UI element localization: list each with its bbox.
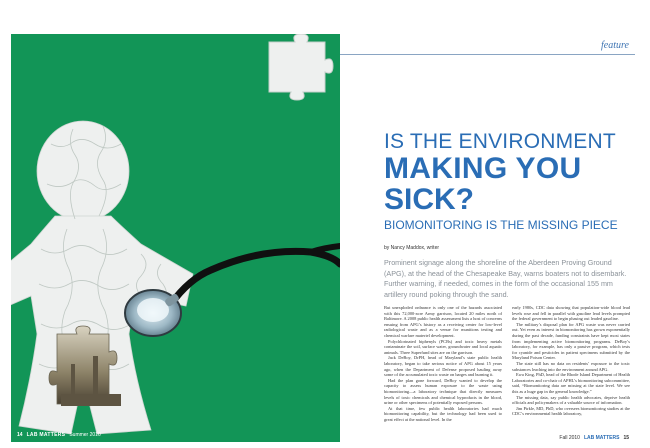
floating-puzzle-piece [269, 34, 333, 100]
paragraph: Jim Pirkle, MD, PhD, who oversees biomonitoring studies at the CDC’s environmental health laboratory, [512, 405, 630, 417]
left-page-folio [11, 428, 340, 442]
magazine-spread [11, 34, 635, 442]
right-page-folio [559, 435, 629, 441]
headline-line-2: MAKING YOU [384, 152, 582, 185]
article-headline [384, 130, 634, 233]
body-column-1 [384, 305, 502, 422]
left-page-photo [11, 34, 340, 442]
paragraph: The state still has no data on residents’ exposure to the toxic substances leaching into the environment around APG. [512, 360, 630, 372]
puzzle-figure-stethoscope-image [11, 34, 340, 442]
paragraph: The missing data, say public health advocates, deprive health officials and policymakers of a valuable source of information. [512, 394, 630, 406]
section-label: feature [601, 40, 629, 51]
right-page-article [340, 34, 635, 442]
paragraph: The military’s disposal plan for APG waste was never carried out. Yet even as interest in biomonitoring has grown exponentially during the past decade, funding constraints have kept most states from implementing active biomonitoring programs. DeBoy’s laboratory, for example, has only a passive program, which tests for cyanide and pesticides in patient specimens submitted by the Maryland Poison Center. [512, 321, 630, 361]
right-magazine-name: LAB MATTERS [583, 435, 620, 441]
stethoscope-chestpiece [125, 290, 181, 336]
left-magazine-name: LAB MATTERS [26, 432, 66, 438]
paragraph: early 1980s, CDC data showing that population-wide blood lead levels rose and fell in parallel with gasoline lead levels prompted the federal government to begin phasing out leaded gasoline. [512, 305, 630, 322]
article-deck: Prominent signage along the shoreline of the Aberdeen Proving Ground (APG), at the head of the Chesapeake Bay, warns boaters not to disembark. Further warning, if needed, comes in the form of the occasional 155 mm artillery round poking through the sand. [384, 258, 627, 299]
paragraph: Ewa King, PhD, head of the Rhode Island Department of Health Laboratories and co-chair of APHL’s biomonitoring subcommittee, said, “Biomonitoring data are missing at the state level. We see this as a huge gap in the general knowledge.” [512, 372, 630, 394]
paragraph: Polychlorinated biphenyls (PCBs) and toxic heavy metals contaminate the soil, surface water, groundwater and local aquatic animals. Three Superfund sites are on the garrison. [384, 338, 502, 355]
paragraph: But unexploded ordnance is only one of the hazards associated with this 72,000-acre Army garrison, located 20 miles north of Baltimore. A 2008 public health assessment lists a host of concerns ensuing from APG’s history as a receiving center for low-level radiological waste and as a venue for munitions testing and chemical warfare materiel development. [384, 305, 502, 338]
body-column-2 [512, 305, 630, 417]
section-divider [340, 54, 635, 55]
right-page-number: 15 [623, 435, 629, 441]
left-issue-date: Summer 2010 [69, 432, 101, 438]
right-issue-date: Fall 2010 [559, 435, 580, 441]
paragraph: Had the plan gone forward, DeBoy wanted to develop the capacity to assess human exposure to the waste using biomonitoring—a laboratory technique that directly measures levels of toxic chemicals and chemical byproducts in the blood, urine or other specimens of potentially exposed persons. [384, 377, 502, 406]
headline-line-3: SICK? [384, 183, 474, 216]
left-page-number: 14 [17, 432, 23, 438]
headline-subtitle: BIOMONITORING IS THE MISSING PIECE [384, 218, 618, 232]
paragraph: Jack DeBoy, DrPH, head of Maryland’s state public health laboratory, began to take serious notice of APG about 15 years ago, when the Department of Defense proposed hauling away some of the accumulated toxic waste on barges and burning it. [384, 355, 502, 378]
headline-line-1: IS THE ENVIRONMENT [384, 130, 616, 153]
article-byline: by Nancy Maddox, writer [384, 245, 440, 251]
paragraph: At that time, few public health laboratories had much biomonitoring capability, but the technology had been used to great effect at the national level. In the [384, 405, 502, 422]
missing-puzzle-piece [49, 326, 117, 404]
